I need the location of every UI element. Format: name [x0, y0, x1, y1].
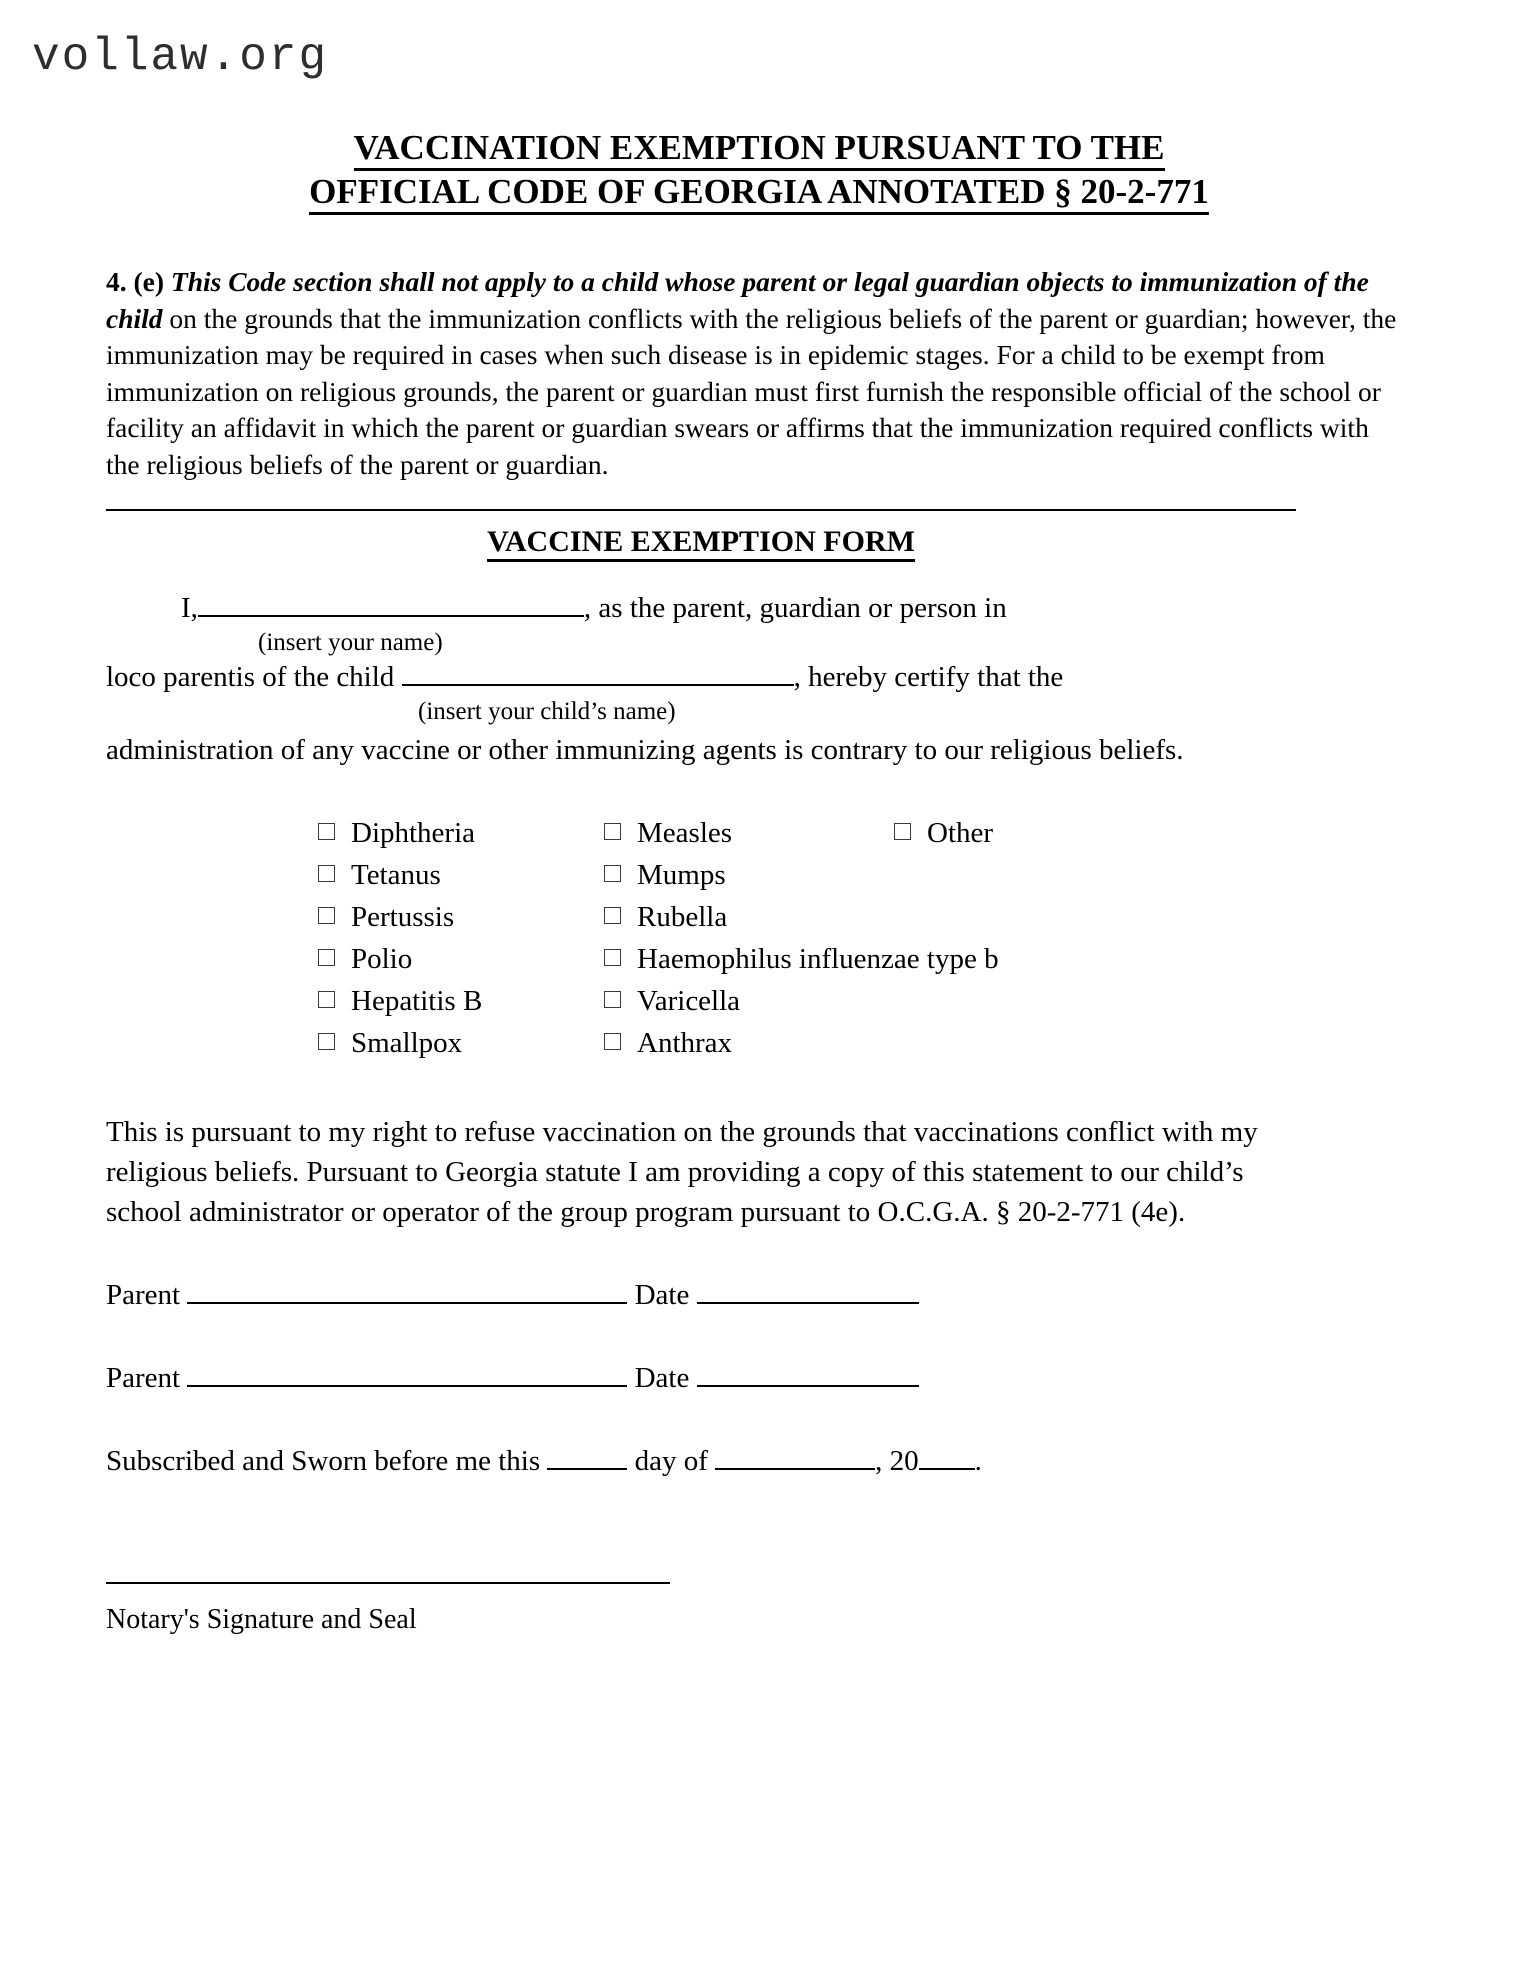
checkbox-row[interactable] [894, 812, 1412, 854]
statute-paragraph [106, 264, 1412, 483]
declaration-block [106, 589, 1412, 770]
parent-name-field[interactable] [198, 615, 584, 617]
closing-paragraph: This is pursuant to my right to refuse vaccination on the grounds that vaccinations conflict with my religious beliefs. Pursuant to Georgia statute I am providing a copy of this statement to our child’s school administrator or operator of the group program pursuant to O.C.G.A. § 20-2-771 (4e). [106, 1116, 1258, 1228]
statute-emphasis: This Code section shall not apply to a child whose parent or legal guardian objects to immunization of the child [106, 266, 1369, 334]
checkbox-row[interactable] [604, 896, 894, 938]
after-name-text: , as the parent, guardian or person in [583, 592, 1007, 624]
checkbox-label: Measles [637, 817, 733, 849]
checkbox-label: Anthrax [637, 1027, 733, 1059]
checkbox-icon[interactable] [318, 991, 335, 1008]
date-label-2: Date [634, 1362, 690, 1394]
notary-signature-field[interactable] [106, 1581, 670, 1584]
checkbox-row[interactable] [604, 812, 894, 854]
caption-insert-child-name: (insert your child’s name) [418, 698, 676, 725]
checkbox-label: Rubella [637, 901, 728, 933]
checkbox-icon[interactable] [604, 1033, 621, 1050]
signature-row-1 [106, 1276, 1412, 1315]
parent-signature-field-1[interactable] [187, 1302, 627, 1304]
checkbox-label: Varicella [637, 985, 741, 1017]
checkbox-row[interactable] [604, 1022, 894, 1064]
date-field-2[interactable] [697, 1385, 919, 1387]
parent-label-1: Parent [106, 1279, 181, 1311]
signature-section [106, 1276, 1412, 1639]
date-label-1: Date [634, 1279, 690, 1311]
sworn-end: . [974, 1445, 982, 1477]
sworn-year-label: , 20 [875, 1445, 919, 1477]
loco-parentis-text: loco parentis of the child [106, 661, 402, 693]
checkbox-icon[interactable] [318, 907, 335, 924]
checkbox-label: Polio [351, 943, 413, 975]
date-field-1[interactable] [697, 1302, 919, 1304]
checkbox-icon[interactable] [604, 949, 621, 966]
checkbox-icon[interactable] [318, 1033, 335, 1050]
checkbox-label: Smallpox [351, 1027, 463, 1059]
caption-insert-your-name: (insert your name) [258, 629, 443, 656]
checkbox-label: Haemophilus influenzae type b [637, 943, 999, 975]
checkbox-label: Tetanus [351, 859, 441, 891]
notary-label: Notary's Signature and Seal [106, 1604, 417, 1635]
checkbox-row[interactable] [604, 854, 894, 896]
checkbox-row[interactable] [318, 854, 604, 896]
checkbox-icon[interactable] [318, 949, 335, 966]
after-child-text: , hereby certify that the [793, 661, 1064, 693]
checkbox-row[interactable] [318, 896, 604, 938]
checkbox-row[interactable] [604, 938, 999, 980]
declaration-line-2 [106, 658, 1412, 697]
parent-signature-field-2[interactable] [187, 1385, 627, 1387]
checkbox-icon[interactable] [604, 865, 621, 882]
page-title [106, 126, 1412, 214]
page-title-line-1: VACCINATION EXEMPTION PURSUANT TO THE [354, 128, 1165, 171]
parent-label-2: Parent [106, 1362, 181, 1394]
declaration-line-1 [106, 589, 1412, 628]
checkbox-icon[interactable] [604, 991, 621, 1008]
checkbox-label: Hepatitis B [351, 985, 483, 1017]
checkbox-row[interactable] [318, 1022, 604, 1064]
checkbox-label: Other [927, 817, 994, 849]
checkbox-icon[interactable] [894, 823, 911, 840]
section-divider [106, 509, 1296, 511]
checkbox-icon[interactable] [604, 907, 621, 924]
checkbox-row[interactable] [318, 938, 604, 980]
form-heading [106, 525, 1296, 559]
checkbox-label: Mumps [637, 859, 726, 891]
sworn-day-field[interactable] [547, 1468, 627, 1470]
checkbox-icon[interactable] [604, 823, 621, 840]
declaration-line-3: administration of any vaccine or other immunizing agents is contrary to our religious beliefs. [106, 734, 1184, 766]
statute-marker: 4. (e) [106, 266, 171, 297]
vaccine-checkbox-grid [106, 812, 1412, 1064]
site-watermark: vollaw.org [32, 31, 329, 83]
checkbox-label: Pertussis [351, 901, 455, 933]
page-title-line-2: OFFICIAL CODE OF GEORGIA ANNOTATED § 20-2-771 [309, 172, 1209, 215]
sworn-statement-line [106, 1442, 1412, 1481]
checkbox-label: Diphtheria [351, 817, 476, 849]
sworn-day-label: day of [627, 1445, 716, 1477]
signature-row-2 [106, 1359, 1412, 1398]
checkbox-row[interactable] [318, 812, 604, 854]
sworn-month-field[interactable] [715, 1468, 875, 1470]
sworn-prefix: Subscribed and Sworn before me this [106, 1445, 548, 1477]
statute-body: on the grounds that the immunization conflicts with the religious beliefs of the parent or guardian; however, the immunization may be required in cases when such disease is in epidemic stages. For a child to be exempt from immunization on religious grounds, the parent or guardian must first furnish the responsible official of the school or facility an affidavit in which the parent or guardian swears or affirms that the immunization required conflicts with the religious beliefs of the parent or guardian. [106, 302, 1397, 480]
form-heading-text: VACCINE EXEMPTION FORM [487, 525, 915, 562]
sworn-year-field[interactable] [919, 1468, 975, 1470]
checkbox-row[interactable] [318, 980, 604, 1022]
checkbox-row[interactable] [604, 980, 894, 1022]
child-name-field[interactable] [402, 684, 794, 686]
checkbox-icon[interactable] [318, 865, 335, 882]
document-content [106, 0, 1412, 1639]
i-label: I, [181, 592, 198, 624]
checkbox-icon[interactable] [318, 823, 335, 840]
